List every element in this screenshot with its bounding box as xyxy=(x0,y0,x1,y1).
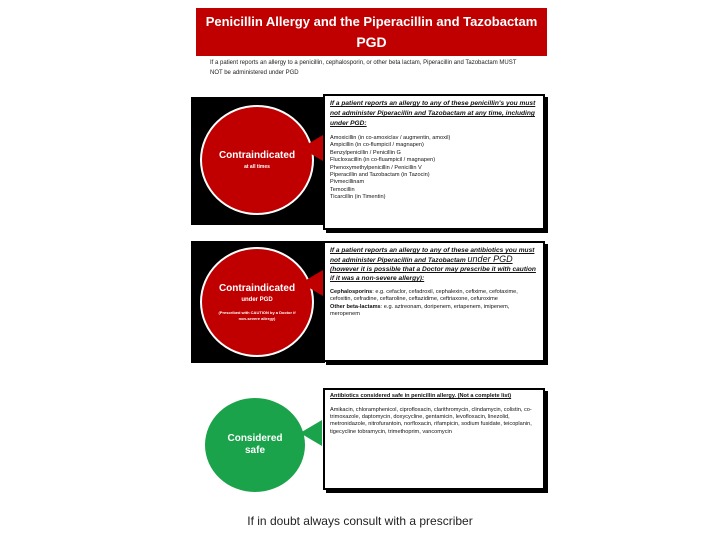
pgd-note: (Prescribed with CAUTION by a Doctor if non-severe allergy) xyxy=(218,309,296,321)
intro-text: If a patient reports an allergy to a penicillin, cephalosporin, or other beta lactam, Piperacillin and Tazobactam MUST NOT be administered under PGD xyxy=(210,60,517,76)
arrow-icon xyxy=(300,420,322,446)
antibiotics-heading xyxy=(330,246,538,283)
safe-panel xyxy=(323,388,545,490)
antibiotics-heading-a: If a patient reports an allergy to any of these antibiotics you must not administer Piperacillin and Tazobactam xyxy=(330,247,535,264)
cephalosporins-group xyxy=(330,289,538,304)
title-line-1: Penicillin Allergy and the Piperacillin and Tazobactam xyxy=(205,14,538,29)
beta-lactams-label: Other beta-lactams xyxy=(330,303,381,310)
drug-item: Benzylpenicillin / Penicillin G xyxy=(330,149,401,156)
pgd-title: Contraindicated xyxy=(218,282,296,294)
drug-item: Phenoxymethylpenicillin / Penicillin V xyxy=(330,164,422,171)
antibiotics-heading-under: under PGD xyxy=(467,254,513,264)
arrow-icon xyxy=(301,135,323,161)
drug-item: Temocillin xyxy=(330,186,355,193)
contraindicated-circle xyxy=(200,105,314,215)
drug-item: Amoxicillin (in co-amoxiclav / augmentin, amoxil) xyxy=(330,135,451,141)
safe-heading: Antibiotics considered safe in penicillin allergy. (Not a complete list) xyxy=(330,393,512,399)
antibiotics-panel xyxy=(323,241,545,362)
cephalosporins-label: Cephalosporins xyxy=(330,289,373,295)
contraindicated-sub: at all times xyxy=(244,163,270,170)
penicillin-drug-list xyxy=(330,135,538,202)
safe-circle xyxy=(203,396,307,494)
arrow-icon xyxy=(301,270,323,296)
beta-lactams-group xyxy=(330,304,538,319)
footer-note: If in doubt always consult with a prescriber xyxy=(247,514,473,528)
title-line-2: PGD xyxy=(356,34,387,50)
drug-item: Pivmecillinam xyxy=(330,179,365,186)
penicillin-panel xyxy=(323,94,545,230)
drug-item: Ticarcillin (in Timentin) xyxy=(330,194,386,201)
pgd-sub: under PGD xyxy=(241,296,273,303)
antibiotics-heading-b: (however it is possible that a Doctor may prescribe it with caution if it was a non-severe allergy): xyxy=(330,266,536,282)
title-banner xyxy=(196,8,547,56)
penicillin-heading: If a patient reports an allergy to any of these penicillin's you must not administer Piperacillin and Tazobactam at any time, including under PGD: xyxy=(330,100,536,127)
beta-lactams-text: : e.g. aztreonam, doripenem, ertapenem, imipenem, meropenem xyxy=(330,303,510,318)
safe-title-2: safe xyxy=(244,445,265,456)
drug-item: Piperacillin and Tazobactam (in Tazocin) xyxy=(330,172,430,179)
drug-item: Ampicillin (in co-flumpicil / magnapen) xyxy=(330,142,424,149)
cephalosporins-text: : e.g. cefaclor, cefadroxil, cephalexin, cefixime, cefotaxime, cefoxitin, cefradine, ceftaroline, ceftazidime, ceftriaxone, cefuroxime xyxy=(330,289,518,303)
contraindicated-title: Contraindicated xyxy=(218,149,296,161)
safe-antibiotics-text: Amikacin, chloramphenicol, ciprofloxacin, clarithromycin, clindamycin, colistin, co-trimoxazole, daptomycin, doxycycline, gentamicin, levofloxacin, linezolid, metronidazole, nitrofurantoin, norfloxacin, rifampicin, sodium fusidate, teicoplanin, tigecycline tobramycin, trimethoprim, vancomycin xyxy=(330,406,532,435)
safe-title: Considered xyxy=(227,433,283,444)
drug-item: Flucloxacillin (in co-fluampicil / magnapen) xyxy=(330,157,436,164)
pgd-circle xyxy=(200,247,314,357)
